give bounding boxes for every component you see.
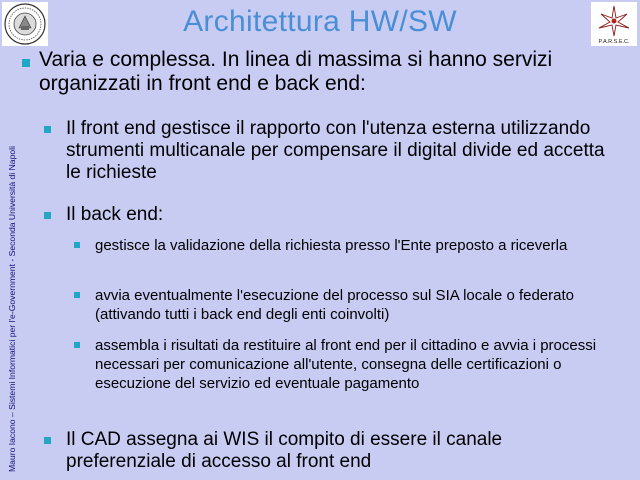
bullet-marker — [44, 212, 51, 219]
bullet-marker — [44, 126, 51, 133]
bullet-item: assembla i risultati da restituire al front end per il cittadino e avvia i processi necessari per comunicazione all'utente, consegna delle certificazioni o esecuzione del servizio ed eventuale pagamento — [95, 337, 597, 392]
bullet-item: Il back end: — [66, 204, 164, 225]
bullet-item: Il CAD assegna ai WIS il compito di essere il canale preferenziale di accesso al front end — [66, 429, 503, 472]
bullet-marker — [74, 292, 80, 298]
bullet-item: gestisce la validazione della richiesta presso l'Ente preposto a riceverla — [95, 237, 568, 254]
parsec-logo-text: P.A.R.S.E.C. — [598, 39, 630, 45]
side-credit — [5, 72, 19, 472]
bullet-item: Il front end gestisce il rapporto con l'utenza esterna utilizzando strumenti multicanale per compensare il digital divide ed accetta le richieste — [66, 118, 605, 183]
slide-title: Architettura HW/SW — [183, 5, 457, 38]
side-credit-text: Mauro Iacono – Sistemi Informatici per l'e-Government - Seconda Università di Napoli — [7, 146, 17, 472]
bullet-item: avvia eventualmente l'esecuzione del processo sul SIA locale o federato (attivando tutti i back end degli enti coinvolti) — [95, 287, 574, 323]
bullet-marker — [74, 242, 80, 248]
bullet-marker — [22, 59, 30, 67]
bullet-marker — [74, 342, 80, 348]
parsec-logo — [591, 2, 637, 46]
bullet-item: Varia e complessa. In linea di massima si hanno servizi organizzati in front end e back end: — [39, 48, 553, 95]
bullet-marker — [44, 437, 51, 444]
